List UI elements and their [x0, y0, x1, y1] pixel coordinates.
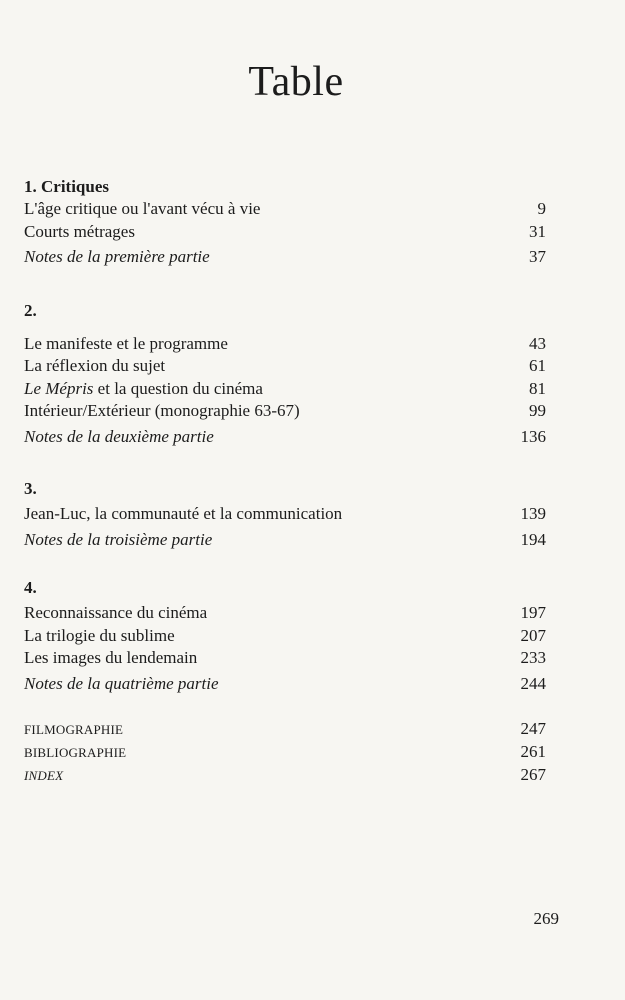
section-heading: 1. Critiques: [24, 177, 109, 196]
section-heading: 4.: [24, 578, 37, 597]
toc-entry: [24, 355, 546, 378]
toc-entry-index: [24, 763, 546, 786]
entry-label: Reconnaissance du cinéma: [24, 603, 208, 622]
toc-section-2: [24, 300, 546, 449]
toc-entry: [24, 625, 546, 648]
entry-page: 37: [529, 247, 546, 266]
toc-entry: [24, 333, 546, 356]
entry-page: 197: [520, 603, 546, 622]
entry-page: 99: [529, 401, 546, 420]
toc-entry: [24, 400, 546, 423]
notes-label: Notes de la première partie: [24, 247, 210, 266]
entry-label: FILMOGRAPHIE: [24, 722, 124, 737]
entry-label: BIBLIOGRAPHIE: [24, 745, 127, 760]
page-number: 269: [533, 909, 559, 928]
toc-entry-filmographie: [24, 717, 546, 740]
toc-section-3: [24, 478, 546, 551]
entry-label: L'âge critique ou l'avant vécu à vie: [24, 199, 261, 218]
entry-label-rest: et la question du cinéma: [93, 378, 263, 398]
entry-page: 267: [520, 765, 546, 784]
table-of-contents: [24, 176, 546, 786]
entry-page: 136: [520, 426, 546, 446]
toc-entry-bibliographie: [24, 740, 546, 763]
entry-label: La trilogie du sublime: [24, 625, 175, 645]
entry-label: Le manifeste et le programme: [24, 333, 228, 353]
entry-page: 247: [520, 719, 546, 738]
film-title: Le Mépris: [24, 378, 94, 398]
toc-entry: [24, 198, 546, 221]
entry-page: 9: [537, 199, 546, 218]
entry-page: 139: [520, 504, 546, 523]
toc-entry: [24, 221, 546, 244]
toc-notes-entry: [24, 529, 546, 552]
toc-notes-entry: [24, 246, 546, 269]
toc-entry: [24, 503, 546, 526]
entry-page: 31: [529, 221, 546, 241]
entry-label: [24, 378, 263, 401]
toc-notes-entry: [24, 673, 546, 696]
notes-label: Notes de la deuxième partie: [24, 426, 214, 446]
toc-section-1: [24, 176, 546, 269]
section-heading: 3.: [24, 479, 37, 498]
entry-page: 233: [520, 648, 546, 667]
entry-label: Intérieur/Extérieur (monographie 63-67): [24, 401, 300, 420]
toc-entry: [24, 647, 546, 670]
section-heading: 2.: [24, 300, 37, 320]
entry-page: 61: [529, 356, 546, 375]
entry-page: 207: [520, 625, 546, 645]
entry-page: 244: [520, 673, 546, 693]
entry-label: Jean-Luc, la communauté et la communication: [24, 504, 343, 523]
entry-label: Courts métrages: [24, 221, 135, 241]
toc-notes-entry: [24, 426, 546, 449]
entry-page: 194: [520, 529, 546, 549]
entry-label: Les images du lendemain: [24, 648, 198, 667]
toc-entry: [24, 378, 546, 401]
entry-label: La réflexion du sujet: [24, 356, 166, 375]
notes-label: Notes de la quatrième partie: [24, 673, 219, 693]
page-title: Table: [248, 59, 344, 105]
entry-page: 43: [529, 333, 546, 353]
toc-entry: [24, 602, 546, 625]
entry-label: INDEX: [24, 768, 64, 783]
notes-label: Notes de la troisième partie: [24, 529, 213, 549]
back-matter: [24, 717, 546, 786]
entry-page: 81: [529, 378, 546, 398]
toc-section-4: [24, 577, 546, 695]
entry-page: 261: [520, 742, 546, 761]
